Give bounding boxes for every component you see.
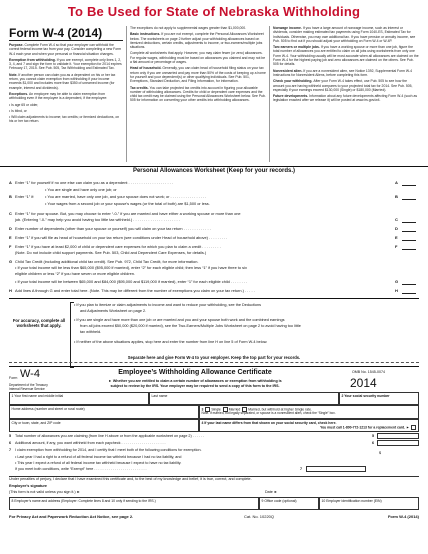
instruction-text: Complete Form W-4 so that your employer can withhold the correct federal income tax from your pay. Consider completing a new Form W-4 each year and when your personal or financial situation changes. xyxy=(9,43,122,56)
instruction-paragraph xyxy=(130,32,266,49)
replacement-card-line xyxy=(202,425,417,430)
filing-status-number: 3 xyxy=(201,407,204,412)
worksheet-entry-box[interactable] xyxy=(402,244,416,250)
line-5-number: 5 xyxy=(372,434,375,438)
office-code-label: 9 Office code (optional) xyxy=(261,498,297,503)
instruction-text: If you have a large amount of nonwage income, such as interest or dividends, consider making estimated tax payments using Form 1040-ES, Estimated Tax for Individuals. Otherwise, you may owe additional tax. If you have pension or annuity income, see Pub. 505 to find out if you should adjust your withholding on Form W-4 or W-4P. xyxy=(273,26,416,43)
instruction-text: The exceptions do not apply to supplemental wages greater than $1,000,000. xyxy=(130,26,247,30)
address-label: Home address (number and street or rural route) xyxy=(11,406,85,411)
worksheet-line-b-sub3: • Your wages from a second job or your spouse’s wages (or the total of both) are $1,500 or less. xyxy=(45,201,210,206)
worksheet-line-c2: job. (Entering “-0-” may help you avoid having too little tax withheld.) . . . . . . . . . . . . . . . . . . . . . . xyxy=(15,217,180,222)
worksheet-entry-box[interactable] xyxy=(402,226,416,232)
instruction-text: Generally, you can claim head of household filing status on your tax return only if you are unmarried and pay more than 50% of the costs of keeping up a home for yourself and your dependent(s) or other qualifying individuals. See Pub. 501, Exemptions, Standard Deduction, and Filing Information, for information. xyxy=(130,66,266,84)
worksheet-entry-letter: H xyxy=(395,288,398,293)
worksheet-entry-box[interactable] xyxy=(402,235,416,241)
office-code-field[interactable] xyxy=(259,497,319,510)
worksheet-line-d: D Enter number of dependents (other than your spouse or yourself) you will claim on your tax return . . . . . . . . . . . . . xyxy=(9,226,211,231)
instruction-paragraph xyxy=(273,26,419,43)
worksheet-entry-box[interactable] xyxy=(402,288,416,294)
name-differs-checkbox[interactable] xyxy=(411,425,416,430)
worksheet-line-f2: (Note. Do not include child support payments. See Pub. 503, Child and Dependent Care Expenses, for details.) xyxy=(15,250,207,255)
irs-label: Internal Revenue Service xyxy=(9,387,45,391)
form-title: Form W-4 (2014) xyxy=(9,26,103,40)
instruction-text: Information about any future developments affecting Form W-4 (such as legislation enacted after we release it) will be posted at www.irs.gov/w4. xyxy=(273,94,418,103)
city-label: City or town, state, and ZIP code xyxy=(11,420,61,425)
instruction-text: If another person can claim you as a dependent on his or her tax return, you cannot claim exemption from withholding if your income exceeds $1,000 and includes more than $350 of unearned income (for example, interest and dividends). xyxy=(9,72,116,90)
instructions-col-3 xyxy=(273,26,419,162)
instruction-paragraph xyxy=(130,26,266,30)
worksheet-line-g: G Child Tax Credit (including additional child tax credit). See Pub. 972, Child Tax Credit, for more information. xyxy=(9,259,199,264)
worksheet-line-g4: • If your total income will be between $65,000 and $84,000 ($95,000 and $119,000 if married), enter “1” for each eligible child . . . . . . . . xyxy=(15,279,248,284)
last-name-field[interactable] xyxy=(149,392,339,405)
line-7b: • This year I expect a refund of all federal income tax withheld because I expect to have no tax liability. xyxy=(15,461,182,465)
worksheet-line-e: E Enter “1” if you will file as head of household on your tax return (see conditions under Head of household above) . . . . . . . . . xyxy=(9,235,228,240)
filing-status-cell xyxy=(199,405,419,419)
accuracy-top-rule xyxy=(9,298,419,299)
worksheet-line-g3: eligible children or less “2” if you have seven or more eligible children. xyxy=(15,271,136,276)
instruction-paragraph xyxy=(9,103,123,107)
instruction-lead: Exceptions. xyxy=(9,91,29,96)
instruction-lead: Head of household. xyxy=(130,66,163,71)
name-differs-text: 4 If your last name differs from that shown on your social security card, check here. xyxy=(201,420,337,425)
line-5: 5 Total number of allowances you are claiming (from line H above or from the applicable worksheet on page 2) . . . . . . xyxy=(9,434,204,438)
line-5-entry[interactable] xyxy=(377,433,419,439)
dept-treasury: Department of the Treasury xyxy=(9,383,48,387)
instruction-lead: Check your withholding. xyxy=(273,79,314,84)
worksheet-entry-box[interactable] xyxy=(402,217,416,223)
first-name-field[interactable] xyxy=(9,392,149,405)
accuracy-line: from all jobs exceed $50,000 ($20,000 if married), see the Two-Earners/Multiple Jobs Worksheet on page 2 to avoid having too little xyxy=(80,324,301,328)
instruction-text: If you have a working spouse or more than one job, figure the total number of allowances you are entitled to claim on all jobs using worksheets from only one Form W-4. Your withholding usually will be most accurate when all allowances are claimed on the Form W-4 for the highest paying job and zero allowances are claimed on the others. See Pub. 505 for details. xyxy=(273,45,419,67)
instruction-paragraph xyxy=(273,79,419,92)
accuracy-label: For accuracy, complete all worksheets that apply. xyxy=(12,318,66,328)
instruction-text: You can take projected tax credits into account in figuring your allowable number of withholding allowances. Credits for child or dependent care expenses and the child tax credit may be claimed using the Personal Allowances Worksheet below. See Pub. 505 for information on converting your other credits into withholding allowances. xyxy=(130,85,266,103)
line-7c: If you meet both conditions, write “Exempt” here . . . . . . . . . . . . . . . . . . . . . . . . . . xyxy=(15,467,147,471)
instruction-paragraph xyxy=(9,92,123,101)
worksheet-line-f: F Enter “1” if you have at least $2,000 of child or dependent care expenses for which you plan to claim a credit . . . . . . . . . xyxy=(9,244,221,249)
col-divider xyxy=(269,26,270,162)
worksheet-entry-letter: D xyxy=(395,226,398,231)
ssn-field[interactable] xyxy=(339,392,419,405)
worksheet-entry-letter: B xyxy=(395,194,398,199)
worksheet-entry-letter: A xyxy=(395,180,398,185)
w4-big-label: W-4 xyxy=(20,368,40,380)
worksheet-line-h: H Add lines A through G and enter total here. (Note. This may be different from the number of exemptions you claim on your tax return.) . . . . . xyxy=(9,288,255,293)
instruction-lead: Future developments. xyxy=(273,94,310,99)
worksheet-title: Personal Allowances Worksheet (Keep for your records.) xyxy=(132,168,296,174)
worksheet-line-b: B Enter “1” if: • You are married, have only one job, and your spouse does not work; or . . . . . . . . . . . . . . . . . xyxy=(9,194,207,199)
employer-name-field[interactable] xyxy=(9,497,259,510)
ssn-label: 2 Your social security number xyxy=(341,393,390,398)
instruction-text: Complete all worksheets that apply. However, you may claim fewer (or zero) allowances. For regular wages, withholding must be based on allowances you claimed and may not be a flat amount or percentage of wages. xyxy=(130,51,266,65)
instructions-col-2 xyxy=(130,26,266,162)
instruction-text: An employee may be able to claim exemption from withholding even if the employee is a dependent, if the employee: xyxy=(9,91,108,101)
privacy-notice: For Privacy Act and Paperwork Reduction Act Notice, see page 2. xyxy=(9,514,134,519)
instruction-paragraph xyxy=(9,115,123,124)
signature-line[interactable] xyxy=(9,490,249,495)
accuracy-line: and Adjustments Worksheet on page 2. xyxy=(80,309,147,313)
accuracy-line: • If you are single and have more than one job or are married and you and your spouse both work and the combined earnings xyxy=(74,318,285,322)
catalog-number: Cat. No. 10220Q xyxy=(244,514,275,519)
instruction-paragraph xyxy=(273,45,419,66)
worksheet-line-a: A Enter “1” for yourself if no one else can claim you as a dependent . . . . . . . . . . . . . . . . . . . . . xyxy=(9,180,173,185)
ein-label: 10 Employer identification number (EIN) xyxy=(321,498,382,503)
instructions-col-1 xyxy=(9,43,123,161)
instruction-paragraph xyxy=(130,66,266,83)
instruction-text: • Will claim adjustments to income; tax credits; or itemized deductions, on his or her tax return. xyxy=(9,115,120,124)
instruction-lead: Exemption from withholding. xyxy=(9,57,57,62)
worksheet-entry-letter: C xyxy=(395,217,398,222)
instruction-paragraph xyxy=(9,58,123,71)
date-label: Date ► xyxy=(265,490,278,494)
worksheet-line-c: C Enter “1” for your spouse. But, you may choose to enter “-0-” if you are married and have either a working spouse or more than one xyxy=(9,211,241,216)
form-label: Form xyxy=(9,376,18,380)
instruction-lead: Two earners or multiple jobs. xyxy=(273,45,321,50)
instruction-text: • Is age 65 or older, xyxy=(9,102,39,107)
line-7: 7 I claim exemption from withholding for 2014, and I certify that I meet both of the following conditions for exemption. xyxy=(9,448,202,452)
worksheet-line-g2: • If your total income will be less than $65,000 ($95,000 if married), enter “2” for each eligible child; then less “1” if you have three to six xyxy=(15,265,247,270)
signature-label: Employee’s signature xyxy=(9,484,47,488)
filing-status-note: Note. If married, but legally separated, or spouse is a nonresident alien, check the “Single” box. xyxy=(201,410,336,415)
nebraska-banner: To Be Used for State of Nebraska Withholding xyxy=(67,4,361,19)
col-divider xyxy=(126,26,127,162)
penalty-statement: Under penalties of perjury, I declare that I have examined this certificate and, to the best of my knowledge and belief, it is true, correct, and complete. xyxy=(9,476,419,482)
certificate-title: Employee’s Withholding Allowance Certificate xyxy=(118,369,272,376)
instruction-paragraph xyxy=(130,86,266,103)
line-6-entry[interactable] xyxy=(377,440,419,455)
certificate-subtitle-2: subject to review by the IRS. Your employer may be required to send a copy of this form to the IRS. xyxy=(110,384,280,388)
worksheet-line-b-sub1: • You are single and have only one job; or xyxy=(45,187,117,192)
instruction-lead: Basic instructions. xyxy=(130,32,162,37)
line-7a: • Last year I had a right to a refund of all federal income tax withheld because I had no tax liability, and xyxy=(15,455,182,459)
instruction-paragraph xyxy=(9,43,123,56)
dollar-sign: $ xyxy=(379,451,382,455)
worksheet-entry-box[interactable] xyxy=(402,279,416,285)
instruction-paragraph xyxy=(9,73,123,90)
accuracy-line: • If you plan to itemize or claim adjustments to income and want to reduce your withholding, see the Deductions xyxy=(74,303,262,307)
worksheet-entry-letter: F xyxy=(395,244,398,249)
accuracy-line: tax withheld. xyxy=(80,330,102,334)
married-label: Married xyxy=(228,407,241,412)
line-6: 6 Additional amount, if any, you want withheld from each paycheck . . . . . . . . . . . . . . . . . . . . . . xyxy=(9,441,166,445)
instruction-text: If you are not exempt, complete the Personal Allowances Worksheet below. The worksheets on page 2 further adjust your withholding allowances based on itemized deductions, certain credits, adjustments to income, or two-earners/multiple jobs situations. xyxy=(130,32,264,50)
home-address-field[interactable] xyxy=(9,405,199,419)
instruction-lead: Purpose. xyxy=(9,43,25,47)
employer-name-label: 8 Employer’s name and address (Employer: Complete lines 8 and 10 only if sending to the IRS.) xyxy=(11,498,156,503)
cut-line xyxy=(9,362,419,363)
instruction-text: If you are a nonresident alien, see Notice 1392, Supplemental Form W-4 Instructions for Nonresident Aliens, before completing this form. xyxy=(273,68,413,77)
omb-number: OMB No. 1545-0074 xyxy=(352,370,385,374)
instruction-paragraph xyxy=(130,51,266,64)
replacement-card-text: You must call 1-800-772-1213 for a replacement card. ► xyxy=(320,425,410,430)
instruction-lead: Nonwage income. xyxy=(273,26,303,30)
signature-sublabel: (This form is not valid unless you sign it.) ► xyxy=(9,490,81,494)
accuracy-line: • If neither of the above situations applies, stop here and enter the number from line H on line 5 of Form W-4 below. xyxy=(74,340,268,344)
instruction-text: • Is blind, or xyxy=(9,108,27,113)
first-name-label: 1 Your first name and middle initial xyxy=(11,393,64,398)
worksheet-entry-letter: E xyxy=(395,235,398,240)
separate-here-note: Separate here and give Form W-4 to your employer. Keep the top part for your records. xyxy=(127,355,301,360)
worksheet-entry-box[interactable] xyxy=(402,194,416,200)
last-name-label: Last name xyxy=(151,393,168,398)
line-7-number: 7 xyxy=(300,467,303,471)
city-state-zip-field[interactable] xyxy=(9,419,199,432)
worksheet-entry-letter: G xyxy=(395,279,399,284)
instruction-lead: Nonresident alien. xyxy=(273,68,304,73)
worksheet-entry-box[interactable] xyxy=(402,180,416,186)
instruction-text: If you are exempt, complete only lines 1, 2, 3, 4, and 7 and sign the form to validate it. Your exemption for 2014 expires February 17, 2015. See Pub. 505, Tax Withholding and Estimated Tax. xyxy=(9,57,122,71)
married-higher-label: Married, but withhold at higher Single rate. xyxy=(248,407,312,412)
instruction-lead: Tax credits. xyxy=(130,85,150,90)
name-differs-cell xyxy=(199,419,419,432)
single-label: Single xyxy=(211,407,221,412)
title-rule xyxy=(9,40,123,41)
instruction-paragraph xyxy=(273,69,419,78)
form-footer-id: Form W-4 (2014) xyxy=(387,514,419,519)
tax-year: 2014 xyxy=(350,376,377,390)
instruction-text: After your Form W-4 takes effect, use Pub. 505 to see how the amount you are having withheld compares to your projected total tax for 2014. See Pub. 505, especially if your earnings exceed $130,000 (Single) or $180,000 (Married). xyxy=(273,79,413,92)
date-field[interactable] xyxy=(265,490,405,495)
exempt-entry[interactable] xyxy=(306,466,366,472)
instruction-paragraph xyxy=(273,94,419,103)
ein-field[interactable] xyxy=(319,497,419,510)
instruction-paragraph xyxy=(9,109,123,113)
instruction-lead: Note. xyxy=(9,72,19,77)
certificate-subtitle-1: ► Whether you are entitled to claim a certain number of allowances or exemption from withholding is xyxy=(108,379,282,383)
line-6-number: 6 xyxy=(372,441,375,445)
